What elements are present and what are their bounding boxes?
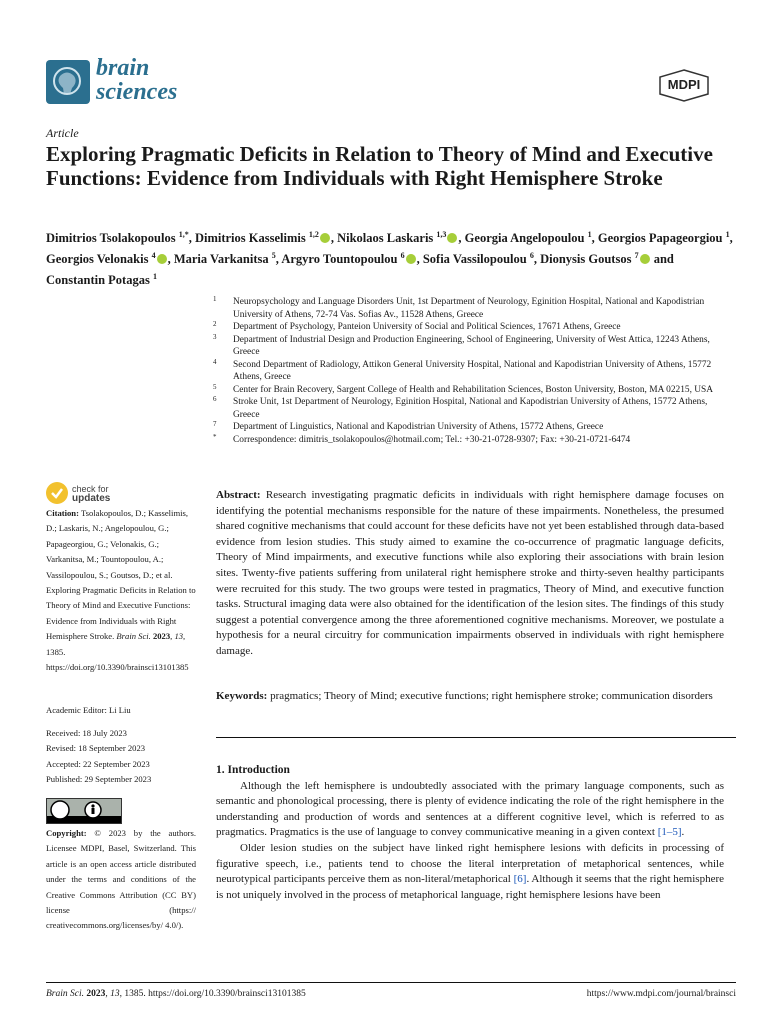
orcid-icon[interactable] [157, 254, 167, 264]
author-name[interactable]: Georgios Papageorgiou [597, 231, 723, 246]
author-name[interactable]: Georgios Velonakis [46, 252, 149, 267]
intro-p2-end: . Although it seems that the right hemisphere is not uniquely involved in the process of metaphorical language, right hemisphere lesions have been [216, 873, 724, 901]
author-affiliation-marker: 6 [529, 251, 534, 261]
author-name[interactable]: Maria Varkanitsa [173, 252, 269, 267]
affiliation-number: 2 [213, 320, 217, 328]
author-separator: , [330, 231, 334, 246]
author-separator: , [275, 252, 279, 267]
affiliation-text: Correspondence: dimitris_tsolakopoulos@hotmail.com; Tel.: +30-21-0728-9307; Fax: +30-21-0721-6474 [233, 434, 631, 445]
check-line1: check for [72, 484, 109, 494]
affiliation-text: Department of Linguistics, National and Kapodistrian University of Athens, 15772 Athens, Greece [233, 422, 604, 432]
introduction [216, 763, 724, 903]
affiliation-text: Department of Industrial Design and Production Engineering, School of Engineering, University of West Attica, 12243 Athens, Greece [233, 334, 710, 357]
journal-name-line1: brain [96, 55, 150, 81]
section-divider [216, 737, 736, 738]
author-affiliation-marker: 1,2 [308, 230, 319, 239]
intro-paragraph-2 [216, 841, 724, 903]
dates-block [46, 726, 196, 788]
keywords-text: pragmatics; Theory of Mind; executive functions; right hemisphere stroke; communication disorders [270, 690, 713, 702]
section-heading: 1. Introduction [216, 764, 290, 776]
author-name[interactable]: Dimitrios Tsolakopoulos [46, 231, 176, 246]
intro-paragraph-1 [216, 779, 724, 841]
author-separator: , [533, 252, 537, 267]
footer-citation: Brain Sci. 2023, 13, 1385. https://doi.org/10.3390/brainsci13101385 [46, 989, 306, 999]
journal-name-line2: sciences [96, 79, 178, 105]
affiliation-number: 1 [213, 295, 217, 303]
author-name[interactable]: Constantin Potagas [46, 273, 150, 288]
author-separator: , [167, 252, 171, 267]
journal-logo [46, 55, 196, 108]
orcid-icon[interactable] [320, 233, 330, 243]
accepted-date: Accepted: 22 September 2023 [46, 758, 150, 769]
affiliation-number: 5 [213, 382, 217, 391]
intro-p1-text: Although the left hemisphere is undoubtedly associated with the primary language components, such as semantic and phonological processing, there is plenty of evidence indicating the role of the right hemisphere in the understanding and production of words and sentences at a different cognitive level, which is referred to as pragmatics. Pragmatics is the use of language to convey communicative meaning in a given context [216, 779, 724, 839]
affiliation-item [213, 334, 733, 359]
received-date: Received: 18 July 2023 [46, 728, 127, 738]
cc-by-icon [47, 799, 121, 823]
abstract-text: Research investigating pragmatic deficits in individuals with right hemisphere damage focuses on identifying the potential mechanisms responsible for the nature of these impairments. Nonetheless, the presumed shared cognitive mechanisms that could account for these deficits have not yet been established through data-based evidence from lesion studies. This study aimed to examine the co-occurrence of pragmatic language deficits, Theory of Mind impairments, and executive functions while also exploring their associations with brain lesion sites. Twenty-five patients suffering from unilateral right hemisphere stroke and thirty-seven healthy participants were recruited for this study. The two groups were tested in pragmatics, Theory of Mind, and executive function tasks. Structural imaging data were also obtained for the identification of the lesion sites. The findings of this study suggest a potential convergence among the three aforementioned cognitive mechanisms. Moreover, we postulate a hypothesis for a neural circuitry for communication impairments observed in individuals with right hemisphere damage. [216, 489, 725, 657]
affiliation-text: Second Department of Radiology, Attikon General University Hospital, National and Kapodistrian University of Athens, 15772 Athens, Greece [233, 359, 712, 382]
author-affiliation-marker: 1,3 [436, 230, 447, 239]
author-separator: and [650, 252, 674, 267]
affiliation-text: Neuropsychology and Language Disorders Unit, 1st Department of Neurology, Eginition Hospital, National and Kapodistrian University of Athens, 72-74 Vas. Sofias Av., 11528 Athens, Greece [233, 297, 705, 320]
orcid-icon[interactable] [447, 233, 457, 243]
intro-p1-end: . [681, 826, 685, 839]
academic-editor: Academic Editor: Li Liu [46, 705, 131, 715]
published-date: Published: 29 September 2023 [46, 774, 152, 785]
author-affiliation-marker: 4 [151, 251, 156, 261]
abstract-label: Abstract: [216, 489, 261, 501]
author-name[interactable]: Nikolaos Laskaris [337, 231, 434, 246]
author-separator: , [729, 231, 733, 246]
citation-text: Tsolakopoulos, D.; Kasselimis, D.; Laskaris, N.; Angelopoulou, G.; Papageorgiou, G.; Velonakis, G.; Varkanitsa, M.; Tountopoulou, A.; Vassilopoulou, S.; Goutsos, D.; et al. Exploring Pragmatic Deficits in Relation to Theory of Mind and Executive Functions: Evidence from Individuals with Right Hemisphere Stroke. [46, 508, 196, 642]
affiliation-text: Stroke Unit, 1st Department of Neurology, Eginition Hospital, National and Kapodistrian University of Athens, 15772 Athens, Greece [233, 397, 708, 420]
author-affiliation-marker: 5 [271, 251, 276, 261]
orcid-icon[interactable] [640, 254, 650, 264]
publisher-name: MDPI [667, 77, 701, 92]
author-separator: , [458, 231, 462, 246]
author-separator: , [416, 252, 420, 267]
cc-by-license-badge[interactable] [46, 798, 122, 824]
affiliation-text: Department of Psychology, Panteion University of Social and Political Sciences, 17671 Athens, Greece [233, 322, 621, 332]
footer-volume: 13 [110, 989, 120, 999]
copyright-label: Copyright: [46, 828, 87, 838]
copyright-block [46, 826, 196, 934]
footer-year: 2023 [86, 989, 106, 999]
affiliation-text: Center for Brain Recovery, Sargent College of Health and Rehabilitation Sciences, Boston University, Boston, MA 02215, USA [233, 384, 714, 395]
author-separator: , [591, 231, 595, 246]
affiliation-number: 3 [213, 332, 217, 341]
keywords [216, 689, 724, 705]
citation-label: Citation: [46, 508, 79, 518]
affiliation-item [213, 421, 733, 434]
author-affiliation-marker: 7 [634, 251, 639, 261]
citation-block: Citation: Tsolakopoulos, D.; Kasselimis, D.; Laskaris, N.; Angelopoulou, G.; Papageorgiou, G.; Velonakis, G.; Varkanitsa, M.; Tountopoulou, A.; Vassilopoulou, S.; Goutsos, D.; et al. Exploring Pragmatic Deficits in Relation to Theory of Mind and Executive Functions: Evidence from Individuals with Right Hemisphere Stroke. Brain Sci. 2023, 13, 1385. https://doi.org/10.3390/brainsci13101385 [46, 508, 196, 673]
affiliation-number: 4 [213, 357, 217, 366]
check-updates-icon [46, 482, 68, 504]
author-separator: , [188, 231, 192, 246]
author-affiliation-marker: 1,* [178, 230, 189, 239]
citation-year: 2023 [152, 631, 171, 642]
footer-journal-url[interactable]: https://www.mdpi.com/journal/brainsci [586, 989, 736, 999]
affiliation-item [213, 321, 733, 334]
footer-rule [46, 982, 736, 983]
reference-link-1-5[interactable]: [1–5] [657, 826, 682, 839]
check-line2: updates [72, 493, 111, 504]
author-name[interactable]: Argyro Tountopoulou [281, 252, 398, 267]
affiliation-number: 6 [213, 395, 217, 403]
affiliation-number: * [213, 432, 217, 441]
intro-p2-text: Older lesion studies on the subject have linked right hemisphere lesions with deficits in processing of figurative speech, i.e., patients tend to choose the literal interpretation of metaphorical sentences, while neurotypical participants perceive them as non-literal/metaphorical [216, 841, 724, 886]
footer-doi[interactable]: , 1385. https://doi.org/10.3390/brainsci13101385 [119, 989, 306, 999]
author-affiliation-marker: 1 [587, 230, 592, 239]
author-affiliation-marker: 1 [152, 272, 157, 282]
affiliation-item [213, 396, 733, 421]
affiliations [213, 296, 733, 446]
author-affiliation-marker: 6 [400, 251, 405, 261]
affiliation-number: 7 [213, 420, 217, 428]
footer-journal: Brain Sci. [46, 989, 84, 999]
author-name[interactable]: Dionysis Goutsos [540, 252, 632, 267]
affiliation-item [213, 384, 733, 397]
author-name[interactable]: Dimitrios Kasselimis [194, 231, 306, 246]
citation-pages[interactable]: , 1385. https://doi.org/10.3390/brainsci13101385 [46, 631, 189, 673]
affiliation-item [213, 434, 733, 447]
abstract [216, 488, 724, 660]
paper-title: Exploring Pragmatic Deficits in Relation to Theory of Mind and Executive Functions: Evidence from Individuals with Right Hemisphere Stroke [46, 142, 713, 190]
check-for-updates-badge[interactable] [46, 482, 196, 506]
revised-date: Revised: 18 September 2023 [46, 743, 146, 754]
reference-link-6[interactable]: [6] [513, 873, 527, 886]
orcid-icon[interactable] [406, 254, 416, 264]
author-name[interactable]: Georgia Angelopoulou [464, 231, 585, 246]
author-list [46, 226, 736, 289]
citation-volume: 13 [174, 631, 184, 642]
citation-journal: Brain Sci. [116, 631, 151, 642]
author-name[interactable]: Sofia Vassilopoulou [422, 252, 527, 267]
author-affiliation-marker: 1 [725, 230, 730, 239]
affiliation-item [213, 359, 733, 384]
brain-icon [46, 60, 90, 104]
copyright-text: © 2023 by the authors. Licensee MDPI, Basel, Switzerland. This article is an open access article distributed under the terms and conditions of the Creative Commons Attribution (CC BY) license (https:// creativecommons.org/licenses/by/ 4.0/). [46, 828, 196, 931]
affiliation-item [213, 296, 733, 321]
publisher-logo [656, 68, 712, 102]
keywords-label: Keywords: [216, 690, 268, 702]
article-type: Article [46, 126, 79, 140]
